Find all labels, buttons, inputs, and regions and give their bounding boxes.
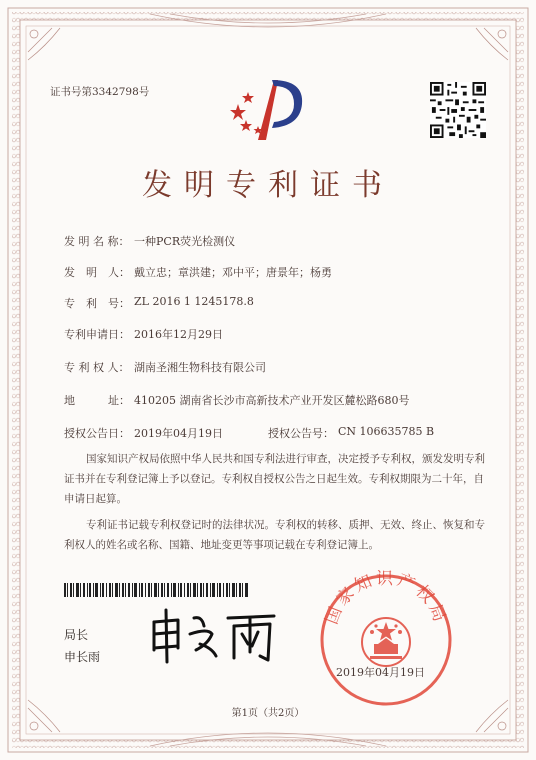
patent-number: ZL 2016 1 1245178.8 — [134, 295, 254, 308]
cnipa-logo-icon — [228, 74, 306, 144]
body-paragraph-1-line-3: 申请日起算。 — [64, 493, 127, 505]
certificate-number: 证书号第3342798号 — [50, 86, 150, 98]
inventors-label: 发 明 人： — [64, 266, 130, 279]
barcode-icon — [64, 583, 248, 597]
address: 410205 湖南省长沙市高新技术产业开发区麓松路680号 — [134, 394, 410, 407]
body-paragraph-2-line-2: 利权人的姓名或名称、国籍、地址变更等事项记载在专利登记簿上。 — [64, 539, 379, 551]
stamp-date: 2019年04月19日 — [336, 666, 425, 679]
patentee: 湖南圣湘生物科技有限公司 — [134, 361, 266, 374]
qr-code-icon — [430, 82, 486, 138]
grant-date: 2019年04月19日 — [134, 427, 223, 440]
address-label: 地 址： — [64, 394, 130, 407]
filing-date-label: 专利申请日： — [64, 328, 130, 341]
certificate-title: 发明专利证书 — [142, 168, 394, 203]
filing-date: 2016年12月29日 — [134, 328, 223, 341]
body-paragraph-1-line-2: 证书并在专利登记簿上予以登记。专利权自授权公告之日起生效。专利权期限为二十年，自 — [64, 473, 484, 485]
handwritten-signature — [148, 604, 280, 664]
page-indicator: 第1页（共2页） — [231, 708, 305, 719]
grant-number: CN 106635785 B — [338, 425, 435, 438]
inventors: 戴立忠；章洪建；邓中平；唐景年；杨勇 — [134, 266, 332, 279]
director-title: 局长 — [64, 628, 89, 642]
grant-number-label: 授权公告号： — [268, 427, 334, 440]
patent-number-label: 专 利 号： — [64, 297, 130, 310]
invention-name-label: 发 明 名 称： — [64, 235, 130, 248]
director-name: 申长雨 — [64, 650, 101, 664]
official-seal-stamp — [316, 570, 456, 710]
grant-date-label: 授权公告日： — [64, 427, 130, 440]
body-paragraph-1-line-1: 国家知识产权局依照中华人民共和国专利法进行审查，决定授予专利权，颁发发明专利 — [86, 453, 485, 465]
svg-text:国家知识产权局: 国家知识产权局 — [321, 570, 451, 628]
body-paragraph-2-line-1: 专利证书记载专利权登记时的法律状况。专利权的转移、质押、无效、终止、恢复和专 — [86, 519, 485, 531]
patentee-label: 专 利 权 人： — [64, 361, 130, 374]
invention-name: 一种PCR荧光检测仪 — [134, 235, 236, 248]
